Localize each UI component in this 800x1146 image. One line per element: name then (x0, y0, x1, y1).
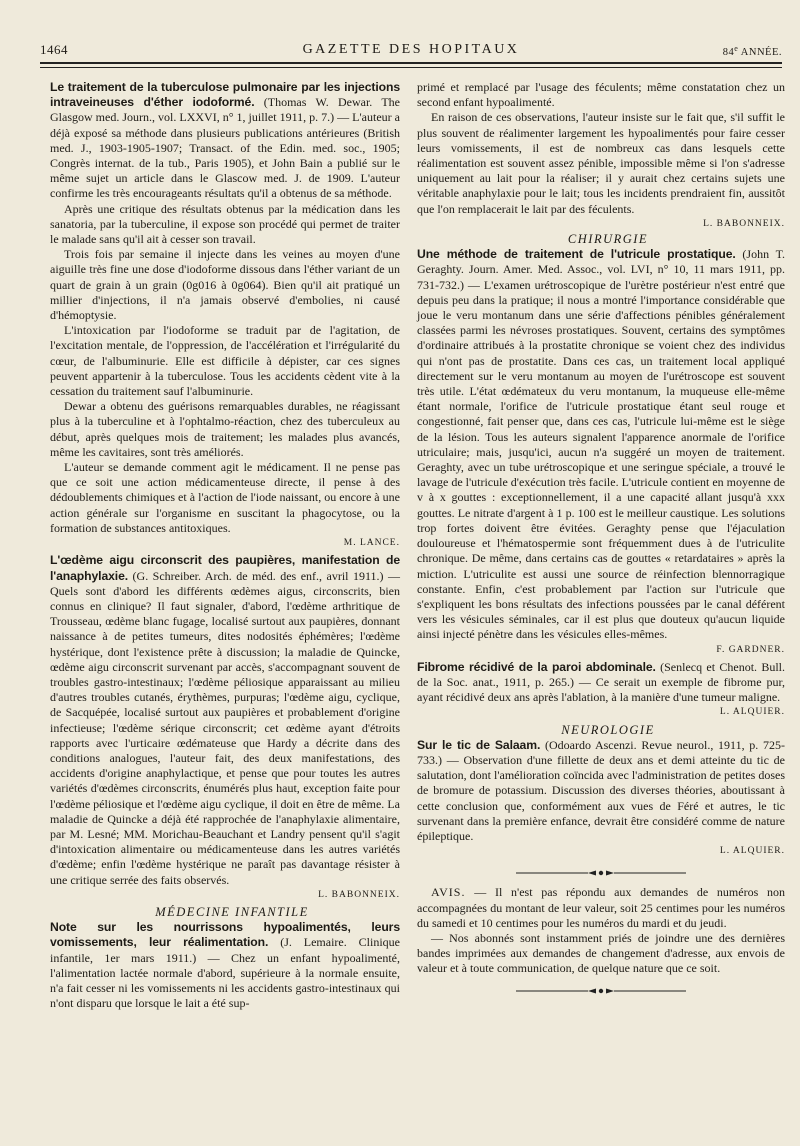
ornament-divider (516, 987, 686, 995)
year-label: 84e ANNÉE. (722, 44, 782, 58)
article-signature: M. LANCE. (343, 538, 400, 549)
article-paragraph: Après une critique des résultats obtenus par la médication dans les sanatoria, par la tuberculine, il expose son procédé qui permet de traiter le malade sans qu'il ait à cesser son travail. (50, 201, 400, 247)
ornament-divider (516, 869, 686, 877)
section-heading-chirurgie: CHIRURGIE (567, 232, 649, 247)
article-signature: L. BABONNEIX. (318, 889, 400, 900)
article-paragraph: L'auteur se demande comment agit le médicament. Il ne pense pas que ce soit une action médicamenteuse directe, il pense à des dédoublements chimiques et à l'action de l'iode naissant, ou encore à une action générale sur l'organisme en suscitant la phagocytose, ou la formation de substances antitoxiques. (50, 460, 400, 535)
article-title: L'œdème aigu circonscrit des paupières, manifestation de l'anaphylaxie. (50, 553, 400, 583)
page-number: 1464 (40, 42, 68, 57)
left-column (50, 80, 400, 1013)
article-signature: L. ALQUIER. (719, 846, 785, 857)
header-rule-thick (40, 62, 782, 64)
article-continuation: primé et remplacé par l'usage des féculents; même constatation chez un second enfant hypoalimenté. (417, 80, 785, 110)
header-rule-thin (40, 67, 782, 68)
avis-paragraph: — Il n'est pas répondu aux demandes de numéros non accompagnées du montant de leur valeur, soit 25 centimes pour les numéros du samedi et 10 centimes pour les numéros du mardi et du jeudi. (417, 885, 785, 930)
article-oedeme (50, 553, 400, 903)
avis-paragraph: — Nos abonnés sont instamment priés de joindre une des dernières bandes imprimées aux demandes de changement d'adresse, aux envois de valeur et à toute communication, de quelque nature que ce soit. (417, 930, 785, 976)
article-signature: F. GARDNER. (716, 644, 785, 655)
article-citation: (J. Lemaire. Clinique infantile, 1er mars 1911.) — Chez un enfant hypoalimenté, l'alimentation lactée normale d'abord, supérieure à la normale ensuite, n'a fait cesser ni les vomissements ni les accidents gastro-intestinaux qui n'ont disparu que lorsque le lait a été sup- (50, 935, 400, 1011)
article-paragraph: L'intoxication par l'iodoforme se traduit par de l'agitation, de l'excitation mentale, de l'oppression, de l'accélération et l'irrégularité du cœur, de l'albuminurie. Elle est difficile à dépister, car ces signes peuvent appartenir à la tuberculose. Tous les accidents cèdent vite à la cessation du traitement sauf l'albuminurie. (50, 323, 400, 399)
article-signature: L. ALQUIER. (719, 707, 785, 718)
article-citation: (Odoardo Ascenzi. Revue neurol., 1911, p. 725-733.) — Observation d'une fillette de deux ans et demi atteinte du tic de salutation, dont l'amélioration coïncida avec l'administration de petites doses de bromure de potassium. Discussion des diverses théories, aboutissant à cette conclusion que, conformément aux vues de Féré et autres, le tic survenant dans la première enfance, devrait être considéré comme de nature épileptique. (417, 737, 785, 843)
section-heading-medecine-infantile: MÉDECINE INFANTILE (155, 904, 309, 919)
article-title: Une méthode de traitement de l'utricule prostatique. (417, 247, 736, 262)
article-fibrome (417, 660, 785, 721)
article-signature: L. BABONNEIX. (703, 218, 785, 229)
article-citation: (G. Schreiber. Arch. de méd. des enf., avril 1911.) — Quels sont d'abord les différents œdèmes aigus, circonscrits, bien connus en clinique? Il faut signaler, d'abord, l'œdème arthritique de Trousseau, œdème blanc fugage, localisé surtout aux paupières, donnant naissance à de petites tumeurs, dites nodosités éphémères; l'œdème hystérique, dont l'existence prête à discussion; la maladie de Quincke, œdème aigu circonscrit survenant par accès, s'accompagnant souvent de troubles gastro-intestinaux; l'œdème péliosique apparaissant au milieu d'autres troubles cutanés, érythèmes, purpuras; l'œdème aigu, cyclique, de Sacquépée, localisé surtout aux paupières et probablement d'origine infectieuse; l'œdème sérique circonscrit; cet œdème ayant d'étroits rapports avec l'urticaire œdémateuse que Hardy a décrite dans des conditions analogues, l'auteur fait, des deux manifestations, des accidents d'origine anaphylactique, et pense que pour toutes les autres variétés d'œdèmes circonscrits, énumérés plus haut, exception faite pour l'œdème péliosique et l'œdème aigu cyclique, il doit en être de même. La maladie de Quincke a déjà été rapprochée de l'anaphylaxie alimentaire, par M. Lesné; MM. Morichau-Beauchant et Landry pensent qu'il s'agit d'intoxication alimentaire ou médicamenteuse dans les autres variétés d'œdème; enfin l'œdème hystérique ne paraît pas davantage résister à une critique serrée des faits observés. (50, 568, 400, 887)
article-title: Fibrome récidivé de la paroi abdominale. (417, 659, 656, 674)
article-nourrissons (50, 920, 400, 1011)
page-header (40, 40, 782, 62)
article-paragraph: Dewar a obtenu des guérisons remarquables durables, ne réagissant plus à la tuberculine et à l'ophtalmo-réaction, chez des tuberculeux au début, après quelques mois de traitement; les malades plus avancés, même les cavitaires, sont très améliorés. (50, 399, 400, 459)
article-title: Le traitement de la tuberculose pulmonaire par les injections intraveineuses d'éther iodoformé. (50, 80, 400, 110)
article-title: Note sur les nourrissons hypoalimentés, leurs vomissements, leur réalimentation. (50, 920, 400, 950)
section-heading-neurologie: NEUROLOGIE (561, 722, 655, 737)
article-tic-salaam (417, 738, 785, 860)
article-title: Sur le tic de Salaam. (417, 737, 541, 752)
journal-title: GAZETTE DES HOPITAUX (302, 42, 520, 57)
avis-label: AVIS. (431, 885, 466, 900)
article-citation: (Senlecq et Chenot. Bull. de la Soc. anat., 1911, p. 265.) — Ce serait un exemple de fibrome pur, ayant récidivé deux ans après l'ablation, à la manière d'une tumeur maligne. (417, 659, 785, 705)
right-column (417, 80, 785, 1003)
article-citation: (John T. Geraghty. Journ. Amer. Med. Assoc., vol. LVI, n° 10, 11 mars 1911, pp. 731-732.) — L'examen urétroscopique de l'urètre postérieur n'est entré que depuis peu dans la pratique; il nous a montré l'importance considérable que joue le veru montanum dans une série d'affections pénibles généralement classées parmi les névroses prostatiques. Souvent, certains des symptômes d'ordinaire attribués à la prostatite chronique se voient chez des individus qui n'ont pas de prostatite. Dans ces cas, un traitement local appliqué directement sur le veru montanum au moyen de l'urétroscope est souvent très utile. L'état œdémateux du veru montanum, la muqueuse elle-même étant normale, l'orifice de l'utricule prostatique étant seul rouge et congestionné, fait penser que, dans ces cas, l'utricule lui-même est le siège de la lésion. Tous les auteurs signalent l'apparence anormale de l'orifice utriculaire; mais, jusqu'ici, aucun n'a suggéré un moyen de traitement. Geraghty, avec un tube urétroscopique et une seringue spéciale, a trouvé le lavage de l'utricule d'exécution très facile. L'utricule contient en moyenne de v à x gouttes : exceptionnellement, il a une capacité allant jusqu'à xxx gouttes. Le nitrate d'argent à 1 p. 100 est le meilleur caustique. Les solutions trop fortes doivent être évitées. Geraghty pense que l'éjaculation douloureuse et l'hématospermie sont fréquemment dues à de l'utriculite chronique. De même, dans certains cas de gouttes « retardataires » après la miction. L'utriculite est aussi une source de réinfection blennorragique constante. Enfin, c'est probablement par l'action sur l'utricule que s'expliquent les bons résultats des infections poussées par le canal déférent vers les vésicules séminales, car il est plus que douteux qu'aucun liquide ainsi injecté pénètre dans les vésicules elles-mêmes. (417, 247, 786, 642)
article-utricule (417, 247, 785, 657)
article-paragraph: Trois fois par semaine il injecte dans les veines au moyen d'une aiguille très fine une dose d'iodoforme dissous dans l'éther variant de un quart de grain à un grain (0g016 à 0g064). Bien qu'il ait pratiqué un millier d'injections, il n'a jamais observé d'embolies, ni causé d'hémoptysie. (50, 247, 400, 323)
article-tuberculose (50, 80, 400, 551)
article-citation: (Thomas W. Dewar. The Glasgow med. Journ., vol. LXXVI, n° 1, juillet 1911, p. 7.) — L'auteur a déjà exposé sa méthode dans plusieurs publications antérieures (British med. J., 1903-1905-1907; Transact. of the Edin. med. soc., 1905; Congrès internat. de la tub., Paris 1905), et John Bain a publié sur le même sujet un article dans le Glascow med. J. de 1909. L'auteur confirme les très encourageants résultats qu'il a obtenus de sa méthode. (50, 95, 401, 201)
avis-notice (417, 885, 785, 976)
article-paragraph: En raison de ces observations, l'auteur insiste sur le fait que, s'il suffit le plus souvent de réalimenter largement les hypoalimentés pour faire cesser leurs vomissements, il est de nombreux cas dans lesquels cette réalimentation est souvent assez pénible, impossible même si l'on s'adresse uniquement au lait pour la réaliser; il y aurait chez certains sujets une véritable anaphylaxie pour le lait; tous les incidents prendraient fin, aussitôt que l'on remplacerait le lait par des féculents. (417, 110, 785, 216)
